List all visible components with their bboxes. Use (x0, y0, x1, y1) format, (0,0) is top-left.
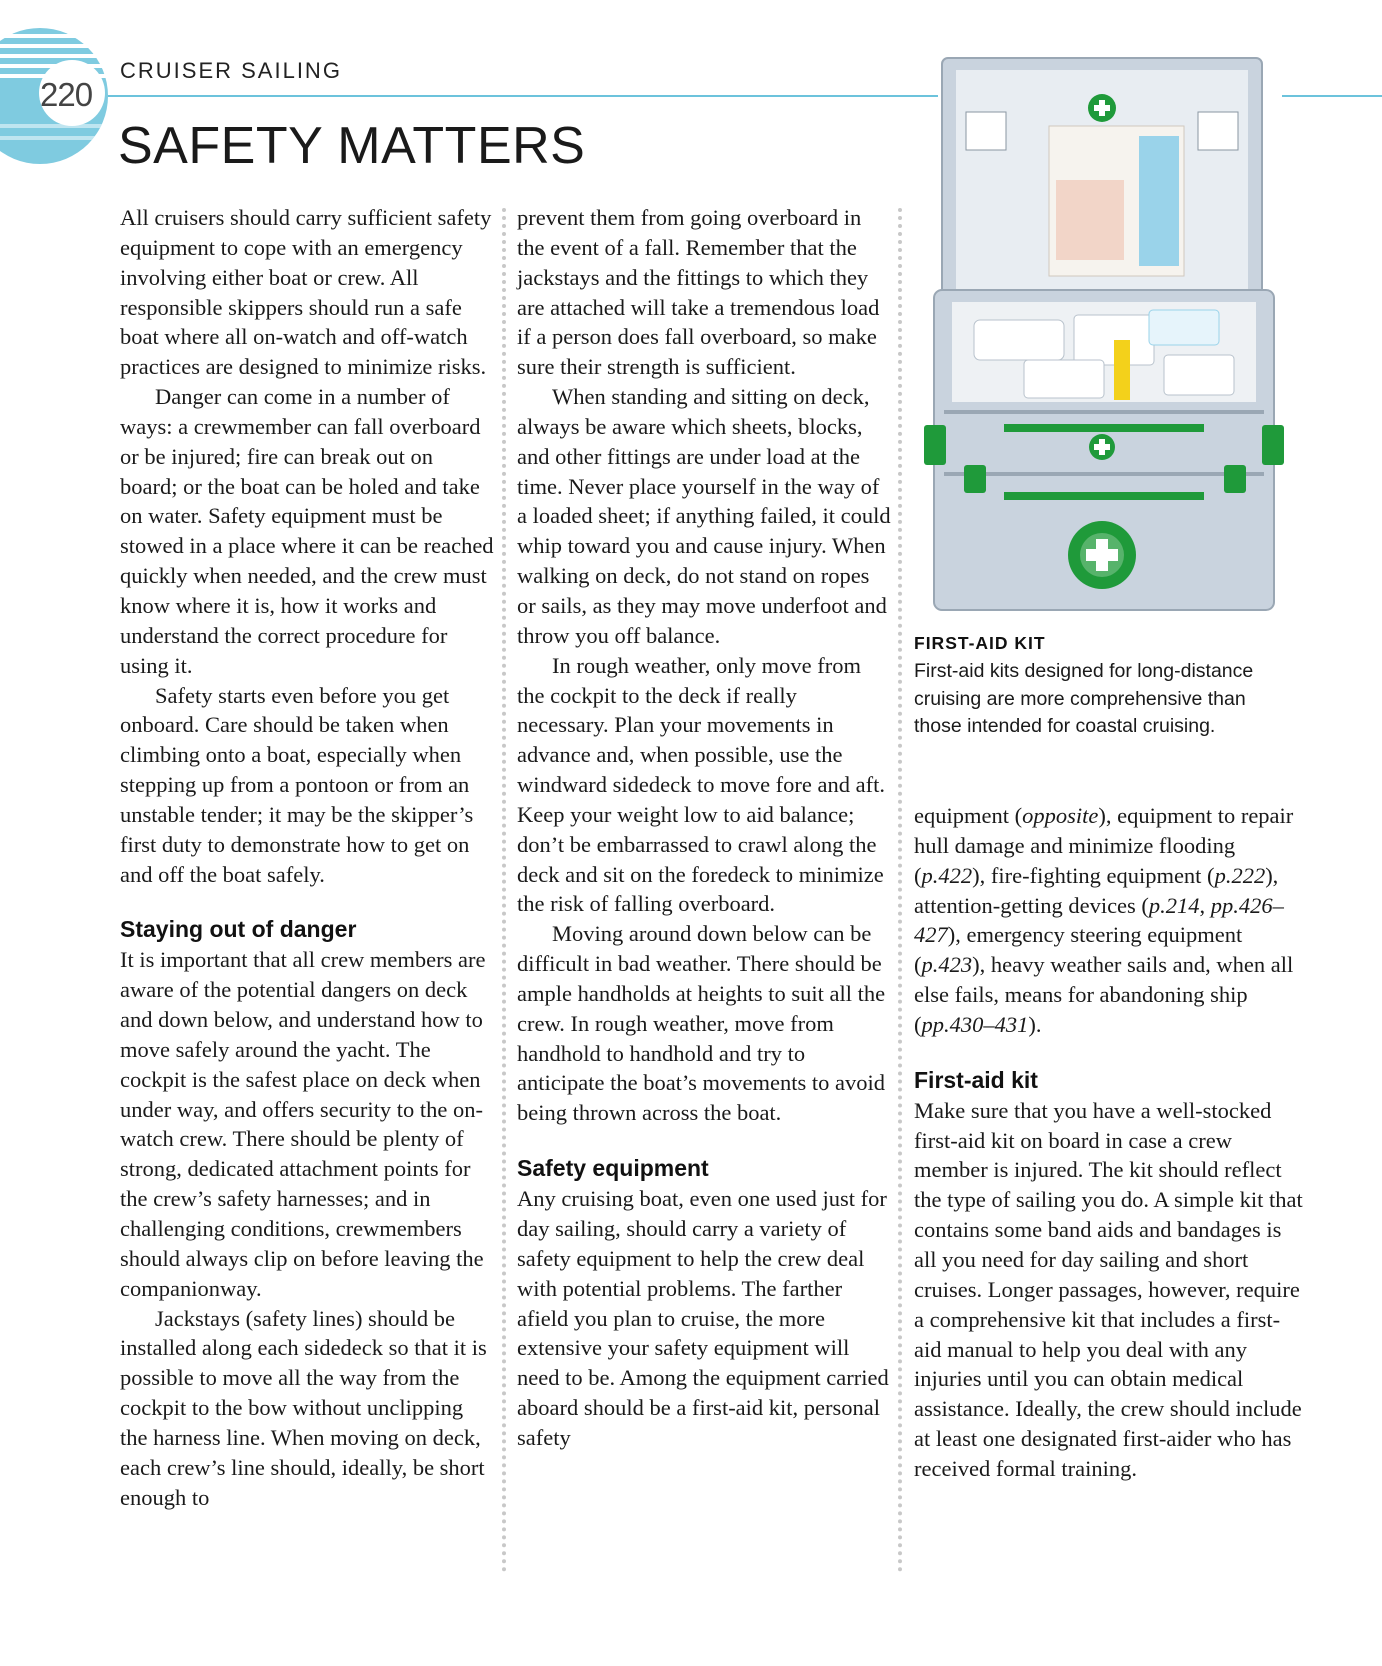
paragraph: Danger can come in a number of ways: a crewmember can fall overboard or be injured; fire can break out on board; or the boat can be holed and take on water. Safety equipment must be stowed in a place where it can be reached quickly when needed, and the crew must know where it is, how it works and understand the correct procedure for using it. (120, 384, 494, 678)
page-reference: p.423 (921, 952, 973, 978)
page-reference: p.222 (1214, 862, 1266, 888)
paragraph: prevent them from going overboard in the event of a fall. Remember that the jackstays and the fittings to which they are attached will take a tremendous load if a person does fall overboard, so make sure their strength is sufficient. (517, 205, 880, 380)
figure-caption-title: FIRST-AID KIT (914, 633, 1046, 653)
figure-caption: First-aid kits designed for long-distance cruising are more comprehensive than those intended for coastal cruising. (914, 660, 1254, 737)
paragraph: It is important that all crew members are aware of the potential dangers on deck and down below, and understand how to move safely around the yacht. The cockpit is the safest place on deck when under way, and offers security to the on-watch crew. There should be plenty of strong, dedicated attachment points for the crew’s safety harnesses; and in challenging conditions, crewmembers should always clip on before leaving the companionway. (120, 947, 486, 1301)
paragraph: All cruisers should carry sufficient safety equipment to cope with an emergency involving either boat or crew. All responsible skippers should run a safe boat where all on-watch and off-watch practices are designed to minimize risks. (120, 205, 492, 380)
first-aid-kit-photo (914, 40, 1289, 630)
paragraph: When standing and sitting on deck, always be aware which sheets, blocks, and other fittings are under load at the time. Never place yourself in the way of a loaded sheet; if anything failed, it could whip toward you and cause injury. When walking on deck, do not stand on ropes or sails, as they may move underfoot and throw you off balance. (517, 384, 891, 648)
paragraph: Jackstays (safety lines) should be installed along each sidedeck so that it is possible to move all the way from the cockpit to the bow without unclipping the harness line. When moving on deck, each crew’s line should, ideally, be short enough to (120, 1305, 487, 1510)
subheading-first-aid-kit: First-aid kit (914, 1066, 1038, 1093)
page-reference: pp.430–431 (921, 1011, 1029, 1037)
section-label: CRUISER SAILING (120, 58, 342, 83)
paragraph: Moving around down below can be difficult in bad weather. There should be ample handholds at heights to suit all the crew. In rough weather, move from handhold to handhold and try to anticipate the boat’s movements to avoid being thrown across the boat. (517, 921, 886, 1126)
subheading-safety-equipment: Safety equipment (517, 1155, 709, 1182)
paragraph: equipment (opposite), equipment to repair hull damage and minimize flooding (p.422), fire-fighting equipment (p.222), attention-getting devices (p.214, pp.426–427), emergency steering equipment (p.423), heavy weather sails and, when all else fails, means for abandoning ship (pp.430–431). (914, 803, 1294, 1037)
page-reference: p.422 (921, 862, 973, 888)
page-reference: p.214 (1148, 892, 1200, 918)
paragraph: Any cruising boat, even one used just for day sailing, should carry a variety of safety equipment to help the crew deal with potential problems. The farther afield you plan to cruise, the more extensive your safety equipment will need to be. Among the equipment carried aboard should be a first-aid kit, personal safety (517, 1186, 889, 1450)
paragraph: Make sure that you have a well-stocked first-aid kit on board in case a crew member is injured. The kit should reflect the type of sailing you do. A simple kit that contains some band aids and bandages is all you need for day sailing and short cruises. Longer passages, however, require a comprehensive kit that includes a first-aid manual to help you deal with any injuries until you can obtain medical assistance. Ideally, the crew should include at least one designated first-aider who has received formal training. (914, 1097, 1303, 1481)
text-column-1 (120, 203, 495, 1512)
column-divider (502, 208, 506, 1573)
column-divider (898, 208, 902, 1573)
page-number: 220 (40, 76, 93, 113)
paragraph: Safety starts even before you get onboard. Care should be taken when climbing onto a boat, especially when stepping up from a pontoon or from an unstable tender; it may be the skipper’s first duty to demonstrate how to get on and off the boat safely. (120, 682, 474, 887)
text-column-2 (517, 203, 892, 1453)
subheading-staying-out-of-danger: Staying out of danger (120, 916, 357, 943)
page-title: SAFETY MATTERS (118, 117, 586, 175)
page-reference: pp.426–427 (914, 892, 1284, 948)
paragraph: In rough weather, only move from the cockpit to the deck if really necessary. Plan your movements in advance and, when possible, use the windward sidedeck to move fore and aft. Keep your weight low to aid balance; don’t be embarrassed to crawl along the deck and sit on the foredeck to minimize the risk of falling overboard. (517, 652, 885, 917)
page-reference: opposite (1022, 803, 1099, 828)
header-rule (108, 95, 938, 97)
text-column-3 (914, 801, 1304, 1484)
header-rule (1282, 95, 1382, 97)
